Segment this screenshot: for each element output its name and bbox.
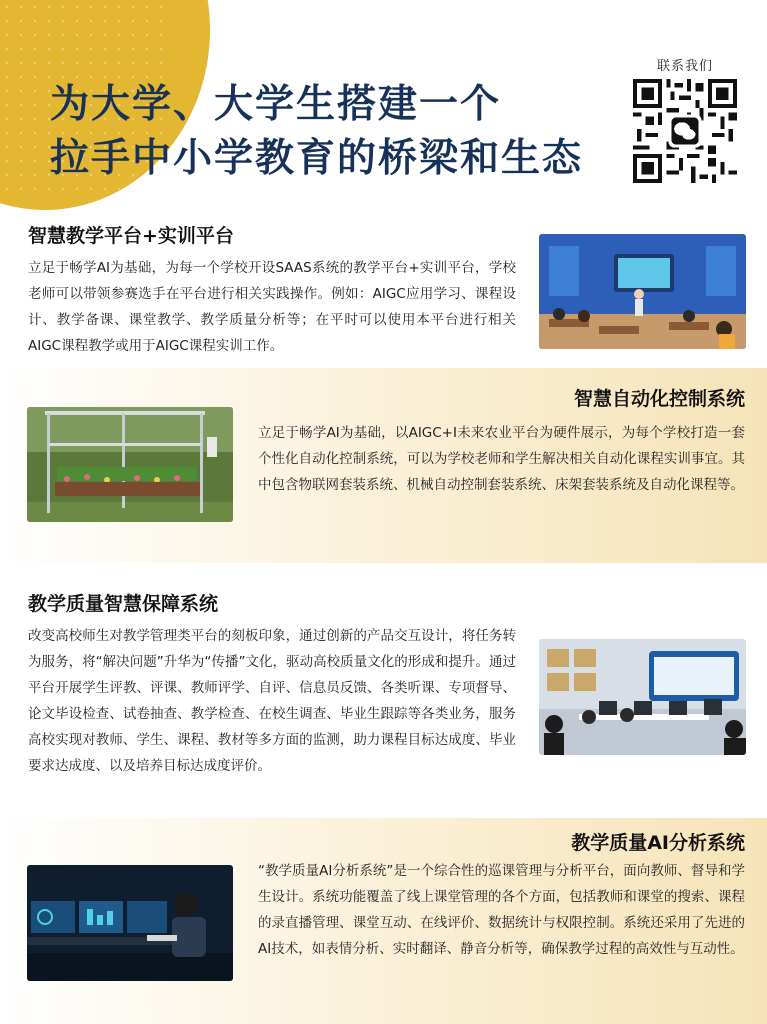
section-quality-assurance <box>0 583 767 813</box>
section-body: 立足于畅学AI为基础，为每一个学校开设SAAS系统的教学平台+实训平台，学校老师可以带领参赛选手在平台进行相关实践操作。例如：AIGC应用学习、课程设计、教学备课、课堂教学、教学质量分析等；在平时可以使用本平台进行相关AIGC课程教学或用于AIGC课程实训工作。 <box>28 260 516 354</box>
computer-lab-illustration <box>539 639 746 755</box>
hero-title <box>50 78 630 186</box>
section-title: 教学质量AI分析系统 <box>571 832 745 854</box>
section-title: 智慧教学平台+实训平台 <box>28 225 234 247</box>
section-teaching-platform <box>0 215 767 365</box>
contact-block <box>630 55 740 183</box>
section-ai-analysis <box>0 818 767 1024</box>
section-body: 立足于畅学AI为基础，以AIGC+I未来农业平台为硬件展示，为每个学校打造一套个性化自动化控制系统，可以为学校老师和学生解决相关自动化课程实训事宜。其中包含物联网套装系统、机械自动控制套装系统、床架套装系统及自动化课程等。 <box>258 425 745 493</box>
greenhouse-rack-photo <box>27 407 233 522</box>
contact-label: 联系我们 <box>656 59 713 74</box>
section-automation-system <box>0 368 767 563</box>
classroom-illustration <box>539 234 746 349</box>
hero-title-line-2: 拉手中小学教育的桥梁和生态 <box>50 136 584 181</box>
monitoring-desk-illustration <box>27 865 233 981</box>
section-title: 智慧自动化控制系统 <box>573 388 745 410</box>
hero-title-line-1: 为大学、大学生搭建一个 <box>50 82 502 127</box>
section-body: 改变高校师生对教学管理类平台的刻板印象，通过创新的产品交互设计，将任务转为服务，将“解决问题”升华为“传播”文化，驱动高校质量文化的形成和提升。通过平台开展学生评教、评课、教师评学、自评、信息员反馈、各类听课、专项督导、论文毕设检查、试卷抽查、教学检查、在校生调查、毕业生跟踪等各类业务，服务高校实现对教师、学生、课程、教材等多方面的监测，助力课程目标达成度、毕业要求达成度、以及培养目标达成度评价。 <box>28 628 516 774</box>
section-body: “教学质量AI分析系统”是一个综合性的巡课管理与分析平台，面向教师、督导和学生设计。系统功能覆盖了线上课堂管理的各个方面，包括教师和课堂的搜索、课程的录直播管理、课堂互动、在线评价、数据统计与权限控制。系统还采用了先进的AI技术，如表情分析、实时翻译、静音分析等，确保教学过程的高效性与互动性。 <box>258 863 745 957</box>
section-title: 教学质量智慧保障系统 <box>28 593 219 615</box>
wechat-qr-icon[interactable] <box>633 79 737 183</box>
